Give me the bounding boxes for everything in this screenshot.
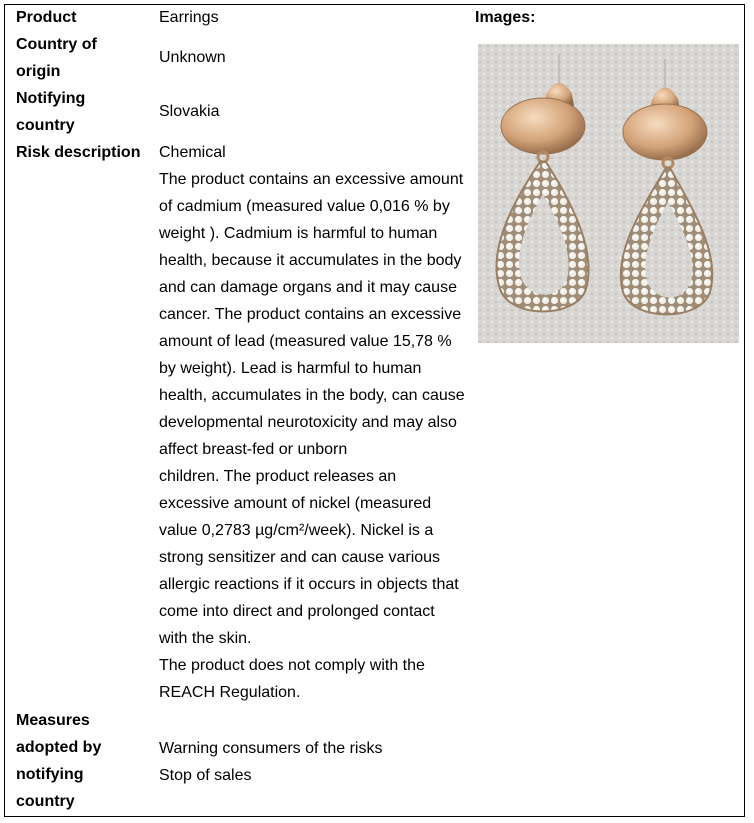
country-of-origin-label xyxy=(16,31,156,85)
risk-line: Chemical xyxy=(159,144,226,161)
risk-line: of cadmium (measured value 0,016 % by xyxy=(159,198,450,215)
measures-label-line: notifying xyxy=(16,766,84,783)
risk-line: health, because it accumulates in the body xyxy=(159,252,462,269)
risk-line: strong sensitizer and can cause various xyxy=(159,549,441,566)
risk-line: children. The product releases an xyxy=(159,468,397,485)
measures-label xyxy=(16,707,156,815)
risk-line: with the skin. xyxy=(159,630,252,647)
risk-line: value 0,2783 µg/cm²/week). Nickel is a xyxy=(159,522,434,539)
risk-line: and can damage organs and it may cause xyxy=(159,279,457,296)
measures-label-line: Measures xyxy=(16,712,90,729)
risk-line: The product contains an excessive amount xyxy=(159,171,464,188)
risk-line: come into direct and prolonged contact xyxy=(159,603,435,620)
notifying-country-label-line: country xyxy=(16,117,75,134)
risk-line: weight ). Cadmium is harmful to human xyxy=(159,225,438,242)
notifying-country-value: Slovakia xyxy=(159,103,220,120)
country-of-origin-label-line: Country of xyxy=(16,36,97,53)
risk-line: The product does not comply with the xyxy=(159,657,425,674)
risk-line: health, accumulates in the body, can cause xyxy=(159,387,465,404)
risk-line: by weight). Lead is harmful to human xyxy=(159,360,422,377)
risk-line: cancer. The product contains an excessive xyxy=(159,306,462,323)
country-of-origin-label-line: origin xyxy=(16,63,61,80)
measures-label-line: adopted by xyxy=(16,739,102,756)
country-of-origin-value: Unknown xyxy=(159,49,226,66)
risk-description-label: Risk description xyxy=(16,144,141,161)
notifying-country-label xyxy=(16,85,156,139)
product-label: Product xyxy=(16,9,77,26)
risk-description-text xyxy=(159,139,464,706)
risk-line: excessive amount of nickel (measured xyxy=(159,495,432,512)
measure-item: Warning consumers of the risks xyxy=(159,740,383,757)
risk-line: developmental neurotoxicity and may also xyxy=(159,414,457,431)
risk-line: affect breast-fed or unborn xyxy=(159,441,348,458)
risk-line: REACH Regulation. xyxy=(159,684,301,701)
earrings-photo xyxy=(478,44,739,343)
measures-label-line: country xyxy=(16,793,75,810)
risk-line: allergic reactions if it occurs in objects that xyxy=(159,576,459,593)
product-value: Earrings xyxy=(159,9,219,26)
measure-item: Stop of sales xyxy=(159,767,252,784)
risk-line: amount of lead (measured value 15,78 % xyxy=(159,333,452,350)
notifying-country-label-line: Notifying xyxy=(16,90,86,107)
images-label: Images: xyxy=(475,9,536,26)
measures-values xyxy=(159,735,464,789)
